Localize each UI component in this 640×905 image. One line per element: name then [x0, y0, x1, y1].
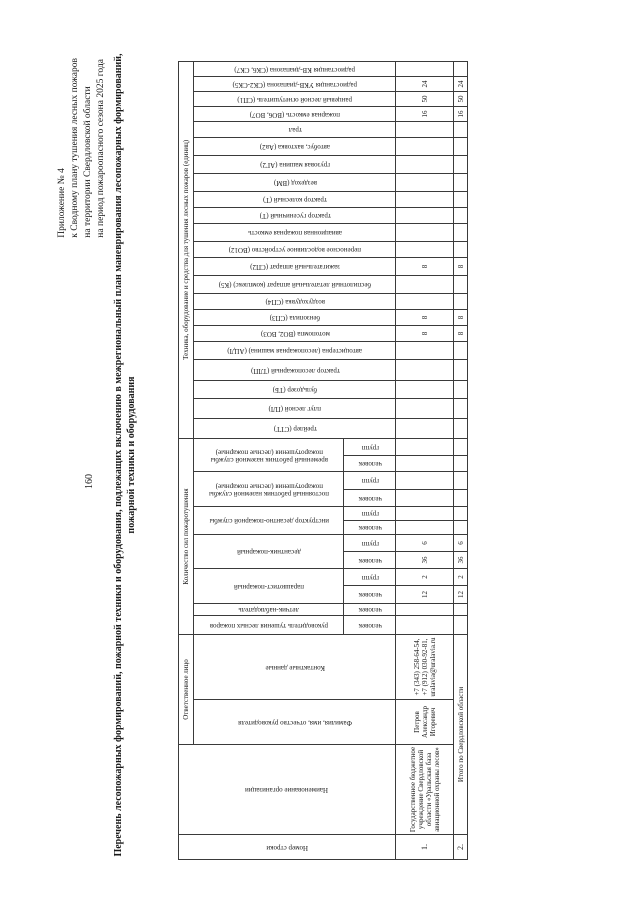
value-cell — [396, 173, 454, 191]
value-cell — [454, 155, 468, 173]
equipment-column-header: бензопила (СП3) — [194, 309, 396, 325]
totals-label-cell: Итого по Свердловской области — [454, 635, 468, 835]
value-cell — [454, 616, 468, 635]
equipment-column-header: мотопомпа (ВО2, ВО3) — [194, 325, 396, 341]
equipment-column-header: грузовая машина (АГ2) — [194, 155, 396, 173]
value-cell: 50 — [396, 91, 454, 106]
value-cell — [396, 207, 454, 223]
value-cell — [396, 438, 454, 455]
value-cell: 8 — [396, 309, 454, 325]
value-cell — [454, 438, 468, 455]
header-group-equipment: Техника, оборудование и средства для тушения лесных пожаров (единиц) — [179, 61, 194, 438]
value-cell — [454, 173, 468, 191]
value-cell — [454, 275, 468, 293]
value-cell — [454, 359, 468, 380]
value-cell — [396, 275, 454, 293]
appendix-header — [56, 58, 108, 238]
header-group-forces: Количество сил пожаротушения — [179, 438, 194, 634]
value-cell — [396, 61, 454, 76]
unit-label-cell: групп — [344, 438, 396, 455]
forces-column-header: постоянный работник наземной службы пожаротушения (лесные пожарные) — [194, 472, 344, 507]
value-cell — [396, 490, 454, 507]
equipment-column-header: трактор лесопожарный (ТЛП) — [194, 359, 396, 380]
value-cell: 16 — [396, 106, 454, 121]
value-cell — [396, 241, 454, 257]
value-cell — [396, 472, 454, 490]
value-cell: 2 — [396, 569, 454, 586]
header-contacts: Контактные данные — [194, 635, 396, 700]
equipment-column-header: беспилотный летательный аппарат (комплекс) (К5) — [194, 275, 396, 293]
value-cell — [396, 398, 454, 418]
maneuvering-plan-table — [178, 61, 468, 860]
value-cell — [454, 241, 468, 257]
equipment-column-header: бульдозер (ТБ) — [194, 380, 396, 398]
value-cell — [396, 380, 454, 398]
equipment-column-header: зажигательный аппарат (СП2) — [194, 257, 396, 275]
value-cell — [454, 137, 468, 155]
header-org-name: Наименование организации — [179, 745, 396, 835]
page-number: 160 — [84, 474, 95, 489]
value-cell — [454, 472, 468, 490]
equipment-column-header: трактор гусеничный (Т) — [194, 207, 396, 223]
value-cell — [396, 507, 454, 521]
value-cell — [454, 490, 468, 507]
forces-column-header: руководитель тушения лесных пожаров — [194, 616, 344, 635]
equipment-column-header: переносное водосливное устройство (ВО12) — [194, 241, 396, 257]
value-cell — [396, 341, 454, 359]
equipment-column-header: трейлер (СТТ) — [194, 418, 396, 438]
header-group-responsible: Ответственное лицо — [179, 635, 194, 745]
unit-label-cell: человек — [344, 616, 396, 635]
value-cell — [396, 121, 454, 137]
forces-column-header: летчик-наблюдатель — [194, 604, 344, 616]
document-title-line2: пожарной техники и оборудования — [126, 376, 137, 534]
value-cell: 8 — [396, 325, 454, 341]
value-cell — [454, 521, 468, 535]
row-number-cell: 2. — [454, 835, 468, 860]
value-cell: 6 — [396, 535, 454, 552]
equipment-column-header: авиационная пожарная емкость — [194, 223, 396, 241]
value-cell — [454, 418, 468, 438]
forces-column-header: десантник-пожарный — [194, 535, 344, 569]
value-cell — [396, 293, 454, 309]
unit-label-cell: человек — [344, 552, 396, 569]
row-number-cell: 1. — [396, 835, 454, 860]
equipment-column-header: трактор колесный (Т) — [194, 191, 396, 207]
value-cell: 8 — [454, 325, 468, 341]
value-cell — [454, 604, 468, 616]
header-row-number: Номер строки — [179, 835, 396, 860]
value-cell: 24 — [396, 76, 454, 91]
value-cell: 16 — [454, 106, 468, 121]
unit-label-cell: групп — [344, 535, 396, 552]
equipment-column-header: автобус, вахтовка (Ав2) — [194, 137, 396, 155]
value-cell — [396, 359, 454, 380]
unit-label-cell: групп — [344, 569, 396, 586]
equipment-column-header: воздуходувка (СП4) — [194, 293, 396, 309]
value-cell — [396, 616, 454, 635]
value-cell — [454, 341, 468, 359]
value-cell: 24 — [454, 76, 468, 91]
value-cell: 36 — [396, 552, 454, 569]
unit-label-cell: человек — [344, 604, 396, 616]
value-cell — [454, 380, 468, 398]
value-cell: 6 — [454, 535, 468, 552]
equipment-column-header: плуг лесной (ПЛ) — [194, 398, 396, 418]
value-cell — [396, 604, 454, 616]
document-title-line1: Перечень лесопожарных формирований, пожарной техники и оборудования, подлежащих включению в межрегиональный план маневрирования лесопожарных формирований, — [113, 53, 124, 857]
appendix-line: Приложение № 4 — [57, 168, 67, 238]
unit-label-cell: человек — [344, 456, 396, 472]
value-cell: 12 — [454, 586, 468, 604]
value-cell — [396, 155, 454, 173]
value-cell — [454, 223, 468, 241]
appendix-line: к Сводному плану тушения лесных пожаров — [70, 58, 80, 238]
value-cell — [454, 456, 468, 472]
contacts-cell: +7 (343) 258-64-54, +7 (912) 030-92-81, uralavia@uralavia.ru — [396, 635, 454, 700]
value-cell: 12 — [396, 586, 454, 604]
forces-column-header: парашютист-пожарный — [194, 569, 344, 604]
unit-label-cell: человек — [344, 490, 396, 507]
value-cell: 8 — [454, 257, 468, 275]
unit-label-cell: человек — [344, 586, 396, 604]
equipment-column-header: вездеход (ВМ) — [194, 173, 396, 191]
organization-name-cell: Государственное бюджетное учреждение Свердловской области «Уральская база авиационной охраны лесов» — [396, 745, 454, 835]
header-group-row — [179, 61, 194, 859]
value-cell: 36 — [454, 552, 468, 569]
appendix-line: на территории Свердловской области — [83, 86, 93, 238]
forces-column-header: временный работник наземной службы пожаротушения (лесные пожарные) — [194, 438, 344, 471]
value-cell — [454, 121, 468, 137]
equipment-column-header: ранцевый лесной огнетушитель (СП1) — [194, 91, 396, 106]
value-cell — [396, 521, 454, 535]
value-cell — [396, 456, 454, 472]
unit-label-cell: групп — [344, 507, 396, 521]
unit-label-cell: групп — [344, 472, 396, 490]
equipment-column-header: радиостанция КВ-диапазона (СК6, СК7) — [194, 61, 396, 76]
header-fio: Фамилия, имя, отчество руководителя — [194, 700, 396, 745]
value-cell — [454, 207, 468, 223]
equipment-column-header: трал — [194, 121, 396, 137]
forces-column-header: инструктор десантно-пожарной службы — [194, 507, 344, 535]
equipment-column-header: автоцистерна (лесопожарная машина) (АЦЛ) — [194, 341, 396, 359]
equipment-column-header: пожарная емкость (ВО6, ВО7) — [194, 106, 396, 121]
value-cell — [396, 223, 454, 241]
value-cell — [454, 191, 468, 207]
value-cell — [454, 507, 468, 521]
document-title — [112, 45, 138, 865]
header-titles-row — [194, 61, 344, 859]
value-cell — [396, 418, 454, 438]
appendix-line: на период пожароопасного сезона 2025 года — [96, 59, 106, 238]
value-cell: 2 — [454, 569, 468, 586]
value-cell: 8 — [396, 257, 454, 275]
table-row — [454, 61, 468, 859]
equipment-column-header: радиостанция УКВ-диапазона (СК2-СК5) — [194, 76, 396, 91]
value-cell — [454, 61, 468, 76]
unit-label-cell: человек — [344, 521, 396, 535]
value-cell: 8 — [454, 309, 468, 325]
value-cell — [454, 293, 468, 309]
value-cell — [396, 137, 454, 155]
fio-cell: Петров Александр Игоревич — [396, 700, 454, 745]
table-row — [396, 61, 454, 859]
value-cell — [396, 191, 454, 207]
value-cell: 50 — [454, 91, 468, 106]
value-cell — [454, 398, 468, 418]
